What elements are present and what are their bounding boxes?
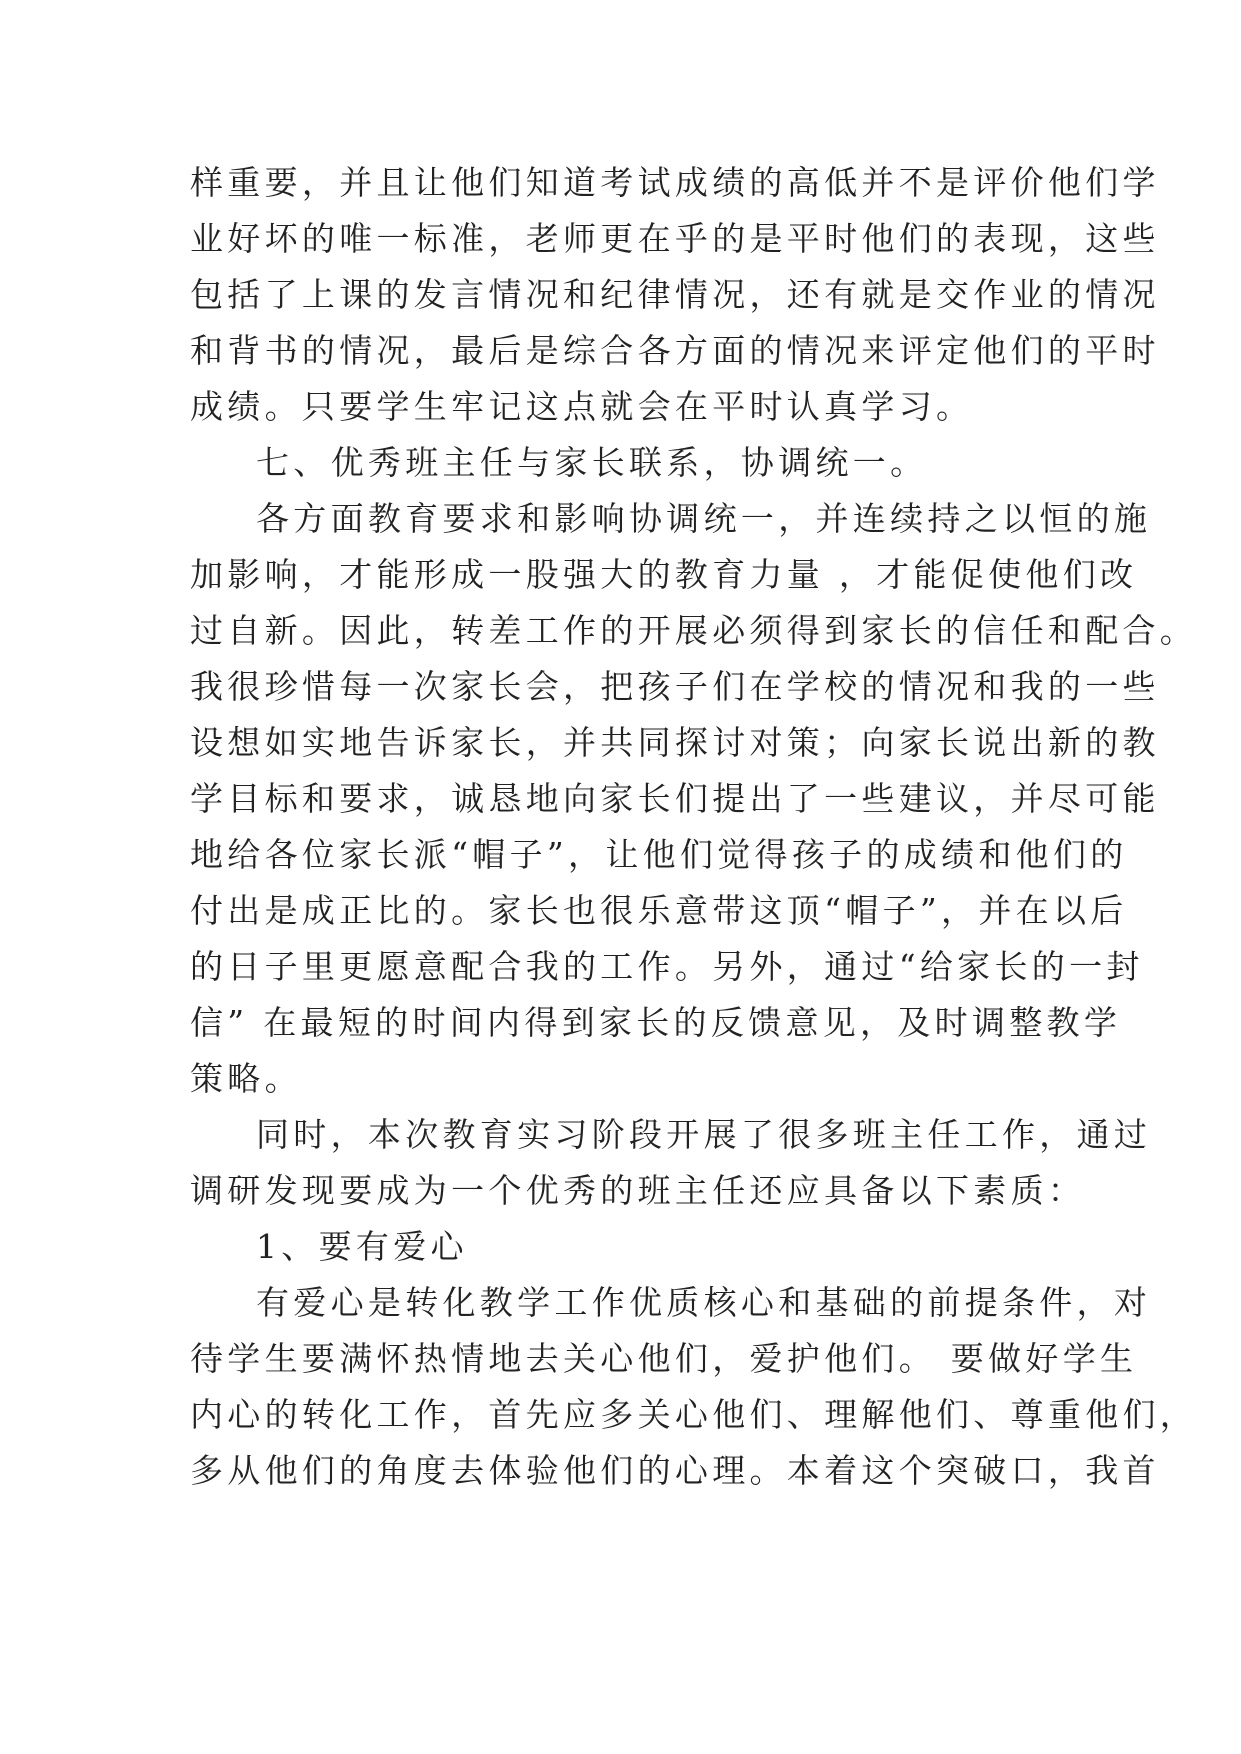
text-line: 和背书的情况，最后是综合各方面的情况来评定他们的平时 xyxy=(190,331,1160,370)
text-line: 策略。 xyxy=(190,1059,302,1098)
text-line: 过自新。因此，转差工作的开展必须得到家长的信任和配合。 xyxy=(190,611,1198,650)
text-line: 待学生要满怀热情地去关心他们，爱护他们。 要做好学生 xyxy=(190,1339,1138,1378)
text-line: 有爱心是转化教学工作优质核心和基础的前提条件，对 xyxy=(256,1283,1152,1322)
text-line: 信” 在最短的时间内得到家长的反馈意见，及时调整教学 xyxy=(190,1003,1122,1042)
paragraph-1 xyxy=(190,155,1160,435)
text-line: 业好坏的唯一标准，老师更在乎的是平时他们的表现，这些 xyxy=(190,219,1160,258)
text-line: 各方面教育要求和影响协调统一，并连续持之以恒的施 xyxy=(256,499,1152,538)
subheading-line: 1、要有爱心 xyxy=(256,1227,468,1266)
body-text xyxy=(190,155,1198,1499)
subheading-1 xyxy=(190,1219,1050,1275)
text-line: 学目标和要求，诚恳地向家长们提出了一些建议，并尽可能 xyxy=(190,779,1160,818)
text-line: 地给各位家长派“帽子”，让他们觉得孩子的成绩和他们的 xyxy=(190,835,1128,874)
paragraph-4 xyxy=(190,1107,1152,1219)
text-line: 包括了上课的发言情况和纪律情况，还有就是交作业的情况 xyxy=(190,275,1160,314)
text-line: 设想如实地告诉家长，并共同探讨对策；向家长说出新的教 xyxy=(190,723,1160,762)
text-line: 调研发现要成为一个优秀的班主任还应具备以下素质： xyxy=(190,1171,1086,1210)
text-line: 加影响，才能形成一股强大的教育力量 ，才能促使他们改 xyxy=(190,555,1138,594)
text-line: 付出是成正比的。家长也很乐意带这顶“帽子”，并在以后 xyxy=(190,891,1128,930)
text-line: 成绩。只要学生牢记这点就会在平时认真学习。 xyxy=(190,387,974,426)
paragraph-3 xyxy=(190,491,1198,1107)
text-line: 内心的转化工作，首先应多关心他们、理解他们、尊重他们， xyxy=(190,1395,1198,1434)
text-line: 的日子里更愿意配合我的工作。另外，通过“给家长的一封 xyxy=(190,947,1144,986)
text-line: 多从他们的角度去体验他们的心理。本着这个突破口，我首 xyxy=(190,1451,1160,1490)
text-line: 样重要，并且让他们知道考试成绩的高低并不是评价他们学 xyxy=(190,163,1160,202)
heading-line: 七、优秀班主任与家长联系，协调统一。 xyxy=(256,443,928,482)
section-heading-7 xyxy=(190,435,1050,491)
paragraph-6 xyxy=(190,1275,1198,1499)
text-line: 我很珍惜每一次家长会，把孩子们在学校的情况和我的一些 xyxy=(190,667,1160,706)
text-line: 同时，本次教育实习阶段开展了很多班主任工作，通过 xyxy=(256,1115,1152,1154)
